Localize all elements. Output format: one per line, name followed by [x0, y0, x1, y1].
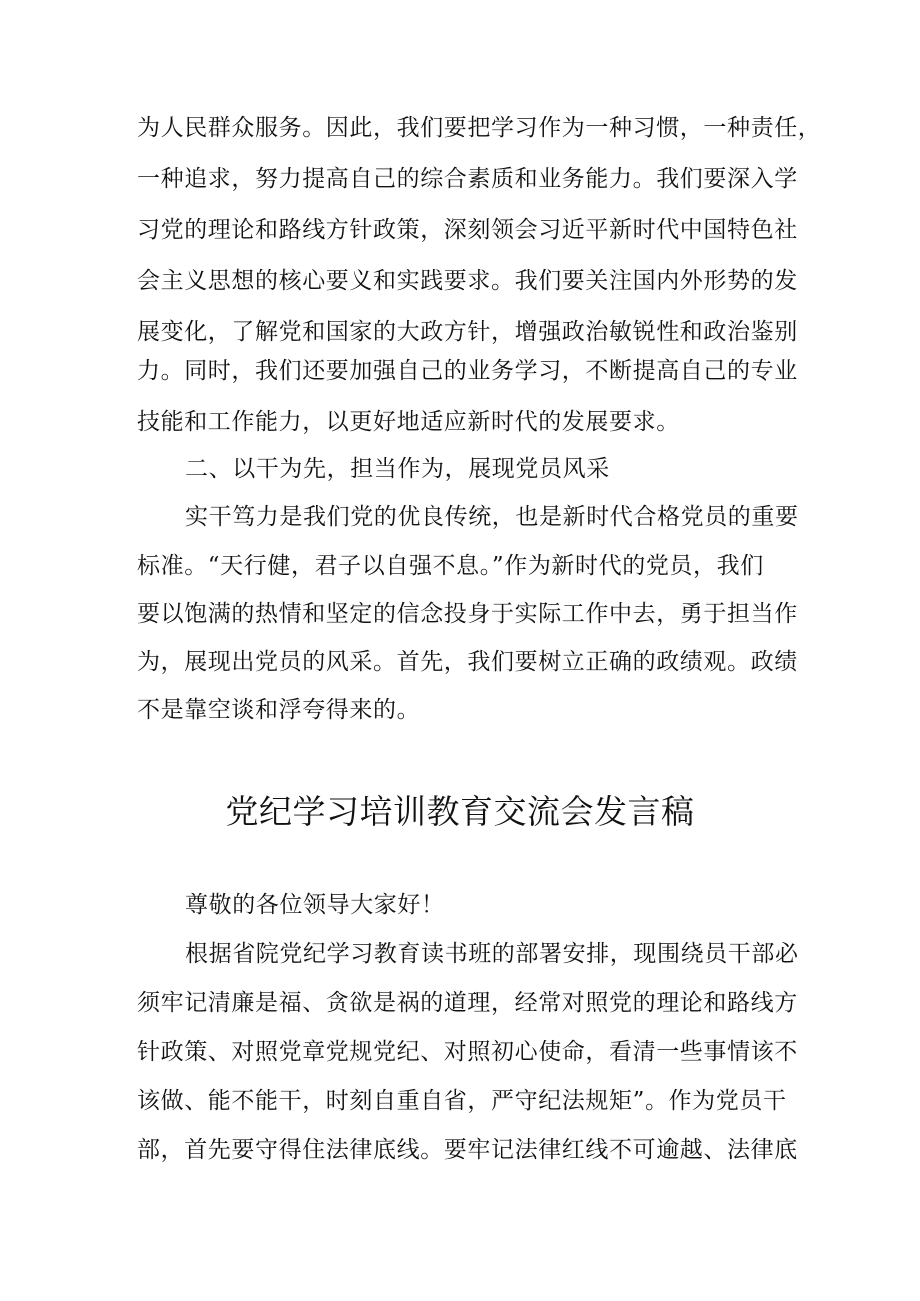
paragraph-line: 部，首先要守得住法律底线。要牢记法律红线不可逾越、法律底	[137, 1137, 798, 1163]
paragraph-line: 习党的理论和路线方针政策，深刻领会习近平新时代中国特色社	[137, 217, 798, 243]
greeting-line: 尊敬的各位领导大家好！	[185, 892, 445, 918]
paragraph-line: 不是靠空谈和浮夸得来的。	[137, 697, 421, 723]
paragraph-line: 会主义思想的核心要义和实践要求。我们要关注国内外形势的发	[137, 268, 798, 294]
section-heading: 二、以干为先，担当作为，展现党员风采	[185, 456, 610, 482]
paragraph-line: 技能和工作能力，以更好地适应新时代的发展要求。	[137, 409, 680, 435]
paragraph-line: 为，展现出党员的风采。首先，我们要树立正确的政绩观。政绩	[137, 649, 798, 675]
paragraph-line: 为人民群众服务。因此，我们要把学习作为一种习惯，一种责任，	[137, 115, 822, 141]
paragraph-line: 根据省院党纪学习教育读书班的部署安排，现围绕员干部必	[185, 941, 799, 967]
paragraph-line: 一种追求，努力提高自己的综合素质和业务能力。我们要深入学	[137, 166, 798, 192]
paragraph-line: 该做、能不能干，时刻自重自省，严守纪法规矩”。作为党员干	[137, 1088, 787, 1114]
paragraph-line: 力。同时，我们还要加强自己的业务学习，不断提高自己的专业	[137, 358, 798, 384]
paragraph-line: 须牢记清廉是福、贪欲是祸的道理，经常对照党的理论和路线方	[137, 990, 798, 1016]
paragraph-line: 要以饱满的热情和坚定的信念投身于实际工作中去，勇于担当作	[137, 601, 798, 627]
paragraph-line: 展变化，了解党和国家的大政方针，增强政治敏锐性和政治鉴别	[137, 319, 798, 345]
paragraph-line: 实干笃力是我们党的优良传统，也是新时代合格党员的重要	[185, 504, 799, 530]
paragraph-line: 针政策、对照党章党规党纪、对照初心使命，看清一些事情该不	[137, 1039, 798, 1065]
document-title: 党纪学习培训教育交流会发言稿	[225, 792, 695, 831]
paragraph-line: 标准。“天行健，君子以自强不息。”作为新时代的党员，我们	[137, 553, 764, 579]
